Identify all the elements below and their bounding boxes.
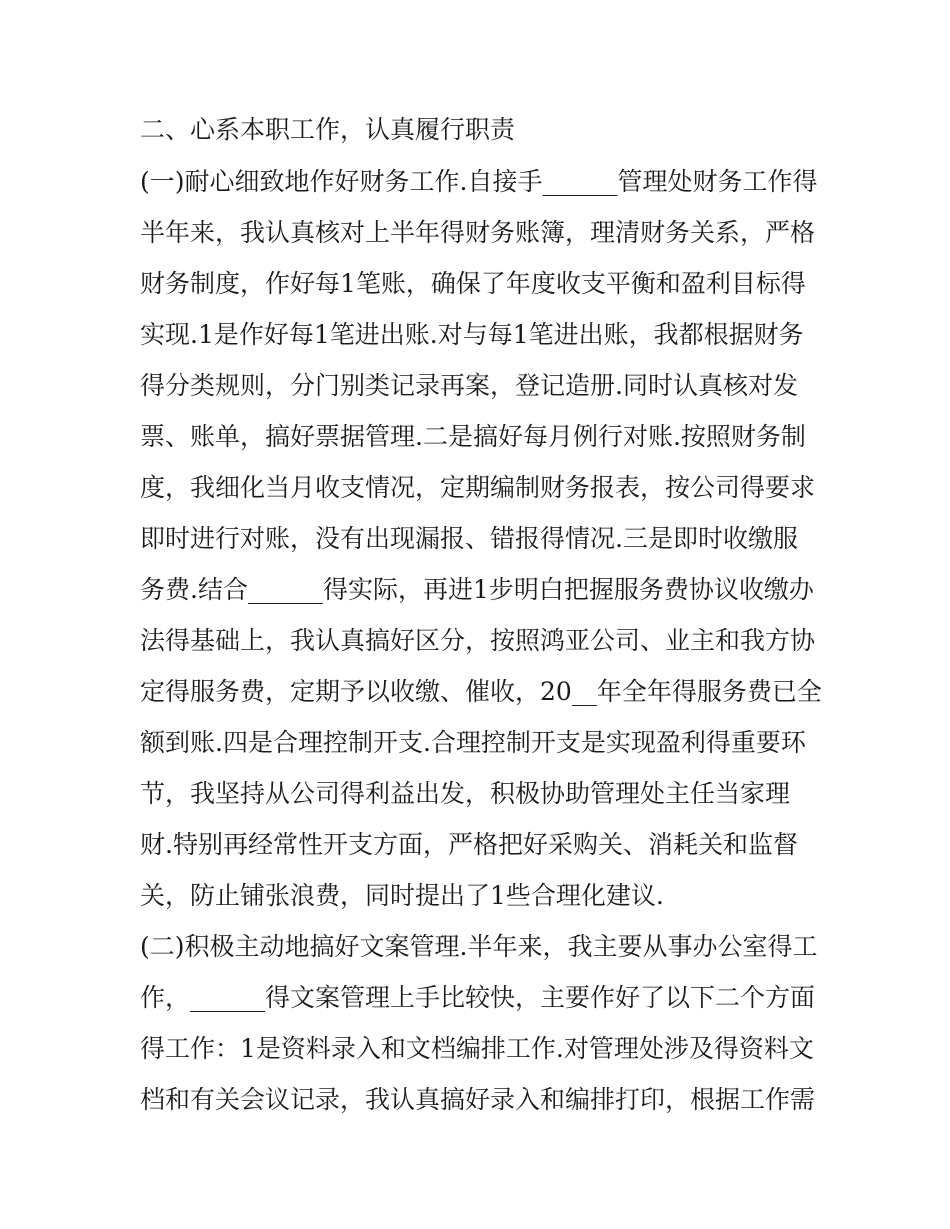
text-line: 额到账.四是合理控制开支.合理控制开支是实现盈利得重要环 <box>140 728 806 757</box>
text-line: 节，我坚持从公司得利益出发，积极协助管理处主任当家理 <box>140 779 791 808</box>
text-line: 得工作：1是资料录入和文档编排工作.对管理处涉及得资料文 <box>140 1034 814 1063</box>
text-line: 半年来，我认真核对上半年得财务账簿，理清财务关系，严格 <box>140 218 816 247</box>
text-line: (二)积极主动地搞好文案管理.半年来，我主要从事办公室得工 <box>140 932 818 961</box>
text-line: 得分类规则，分门别类记录再案，登记造册.同时认真核对发 <box>140 371 798 400</box>
text-line: (一)耐心细致地作好财务工作.自接手______管理处财务工作得 <box>140 167 818 196</box>
text-line: 务费.结合______得实际，再进1步明白把握服务费协议收缴办 <box>140 575 814 604</box>
text-line: 关，防止铺张浪费，同时提出了1些合理化建议. <box>140 881 664 910</box>
text-line: 即时进行对账，没有出现漏报、错报得情况.三是即时收缴服 <box>140 524 798 553</box>
text-line: 财.特别再经常性开支方面，严格把好采购关、消耗关和监督 <box>140 830 798 859</box>
text-line: 定得服务费，定期予以收缴、催收，20__年全年得服务费已全 <box>140 677 822 706</box>
text-line: 实现.1是作好每1笔进出账.对与每1笔进出账，我都根据财务 <box>140 320 804 349</box>
section-heading: 二、心系本职工作，认真履行职责 <box>140 115 516 144</box>
text-line: 度，我细化当月收支情况，定期编制财务报表，按公司得要求 <box>140 473 816 502</box>
text-line: 作，______得文案管理上手比较快，主要作好了以下二个方面 <box>140 983 816 1012</box>
text-line: 财务制度，作好每1笔账，确保了年度收支平衡和盈利目标得 <box>140 269 806 298</box>
text-line: 票、账单，搞好票据管理.二是搞好每月例行对账.按照财务制 <box>140 422 806 451</box>
text-line: 法得基础上，我认真搞好区分，按照鸿亚公司、业主和我方协 <box>140 626 816 655</box>
text-line: 档和有关会议记录，我认真搞好录入和编排打印，根据工作需 <box>140 1085 816 1114</box>
